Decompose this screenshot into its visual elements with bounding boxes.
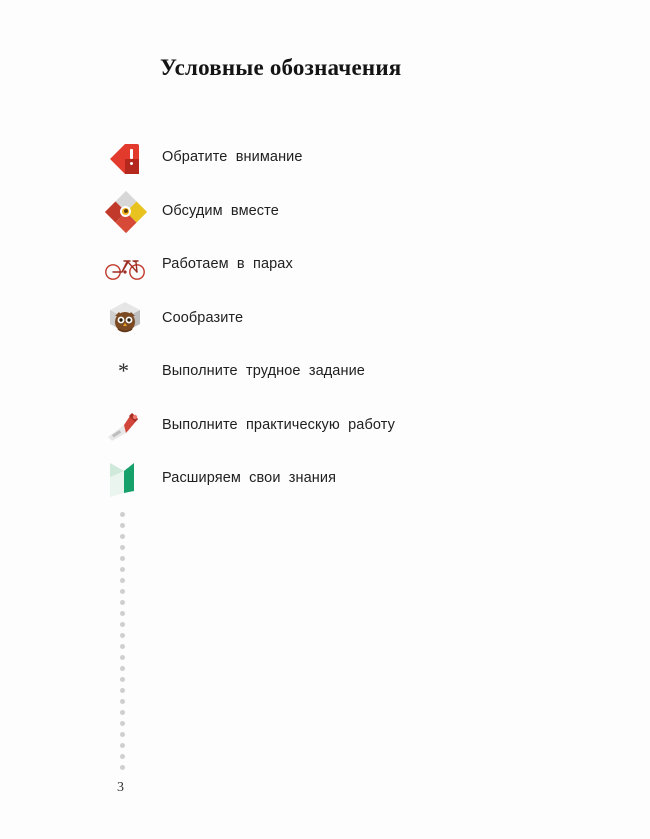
rail-dot [120, 622, 125, 627]
discussion-diamond-icon [100, 190, 152, 236]
rail-dot [120, 534, 125, 539]
rail-dot [120, 633, 125, 638]
bicycle-icon-svg [104, 253, 148, 281]
page-title: Условные обозначения [160, 55, 402, 80]
legend-label: Выполните трудное задание [162, 363, 365, 379]
legend-label: Выполните практическую работу [162, 416, 395, 433]
attention-arrow-icon [100, 136, 152, 182]
legend-label: Обратите внимание [162, 149, 303, 165]
rail-dot [120, 732, 125, 737]
owl-icon-svg [104, 300, 146, 340]
legend-row [100, 350, 580, 404]
legend-label: Обсудим вместе [162, 202, 279, 219]
legend-row [100, 136, 580, 190]
legend-row [100, 243, 580, 297]
rail-dot [120, 688, 125, 693]
rail-dot [120, 765, 125, 770]
legend-label: Сообразите [162, 309, 244, 326]
rail-dot [120, 710, 125, 715]
legend-label: Расширяем свои знания [162, 470, 337, 486]
push-pin-icon [100, 404, 152, 450]
bicycle-icon [100, 243, 152, 289]
rail-dot [120, 721, 125, 726]
rail-dot [120, 578, 125, 583]
rail-dot [120, 666, 125, 671]
legend-row [100, 404, 580, 458]
rail-dot [120, 699, 125, 704]
legend-label: Работаем в парах [162, 256, 293, 272]
rail-dot [120, 567, 125, 572]
rail-dot [120, 589, 125, 594]
green-bookmark-icon [100, 457, 152, 503]
push-pin-icon-svg [104, 407, 146, 447]
green-bookmark-icon-svg [108, 461, 138, 499]
rail-dot [120, 655, 125, 660]
rail-dot [120, 611, 125, 616]
rail-dot [120, 556, 125, 561]
asterisk-icon: * [118, 358, 129, 383]
legend-row [100, 297, 580, 351]
page-number: 3 [117, 780, 124, 795]
rail-dot [120, 600, 125, 605]
rail-dot [120, 644, 125, 649]
dotted-rail [120, 512, 125, 764]
rail-dot [120, 545, 125, 550]
legend-list [100, 136, 580, 511]
rail-dot [120, 512, 125, 517]
owl-icon [100, 297, 152, 343]
legend-row [100, 190, 580, 244]
rail-dot [120, 523, 125, 528]
rail-dot [120, 743, 125, 748]
legend-row [100, 457, 580, 511]
rail-dot [120, 754, 125, 759]
rail-dot [120, 677, 125, 682]
